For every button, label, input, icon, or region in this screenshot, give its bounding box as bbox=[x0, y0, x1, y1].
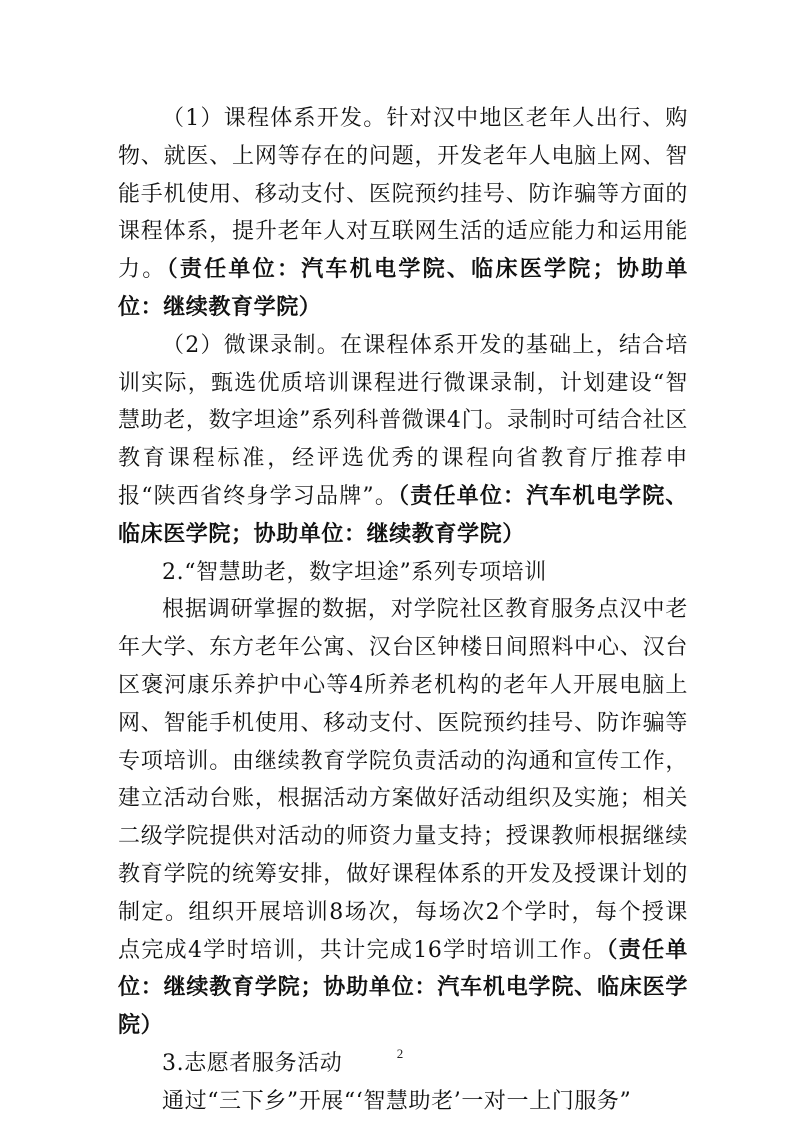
paragraph-micro-course bbox=[118, 327, 688, 554]
page-number: 2 bbox=[396, 1046, 404, 1061]
paragraph-text: （1）课程体系开发。针对汉中地区老年人出行、购物、就医、上网等存在的问题，开发老年人电脑上网、智能手机使用、移动支付、医院预约挂号、防诈骗等方面的课程体系，提升老年人对互联网生活的适应能力和运用能力。 bbox=[118, 106, 688, 283]
heading-text: 2.“智慧助老，数字坦途”系列专项培训 bbox=[162, 559, 547, 585]
paragraph-text: （2）微课录制。在课程体系开发的基础上，结合培训实际，甄选优质培训课程进行微课录制，计划建设“智慧助老，数字坦途”系列科普微课4门。录制时可结合社区教育课程标准，经评选优秀的课程向省教育厅推荐申报“陕西省终身学习品牌”。 bbox=[118, 332, 688, 509]
paragraph-training bbox=[118, 591, 688, 1045]
responsibility-note: （责任单位：汽车机电学院、临床医学院；协助单位：继续教育学院） bbox=[118, 482, 688, 547]
responsibility-note: （责任单位：汽车机电学院、临床医学院；协助单位：继续教育学院） bbox=[118, 256, 689, 320]
paragraph-volunteer bbox=[118, 1083, 688, 1121]
heading-text: 3.志愿者服务活动 bbox=[162, 1050, 343, 1076]
paragraph-text: 根据调研掌握的数据，对学院社区教育服务点汉中老年大学、东方老年公寓、汉台区钟楼日间照料中心、汉台区褒河康乐养护中心等4所养老机构的老年人开展电脑上网、智能手机使用、移动支付、医院预约挂号、防诈骗等专项培训。由继续教育学院负责活动的沟通和宣传工作，建立活动台账，根据活动方案做好活动组织及实施；相关二级学院提供对活动的师资力量支持；授课教师根据继续教育学院的统筹安排，做好课程体系的开发及授课计划的制定。组织开展培训8场次，每场次2个学时，每个授课点完成4学时培训，共计完成16学时培训工作。 bbox=[118, 597, 688, 963]
document-body bbox=[118, 100, 688, 1121]
section-heading-training bbox=[118, 554, 688, 592]
responsibility-note: （责任单位：继续教育学院；协助单位：汽车机电学院、临床医学院） bbox=[118, 936, 688, 1039]
paragraph-text: 通过“三下乡”开展“‘智慧助老’一对一上门服务” bbox=[162, 1088, 632, 1114]
paragraph-course-system bbox=[118, 100, 688, 327]
